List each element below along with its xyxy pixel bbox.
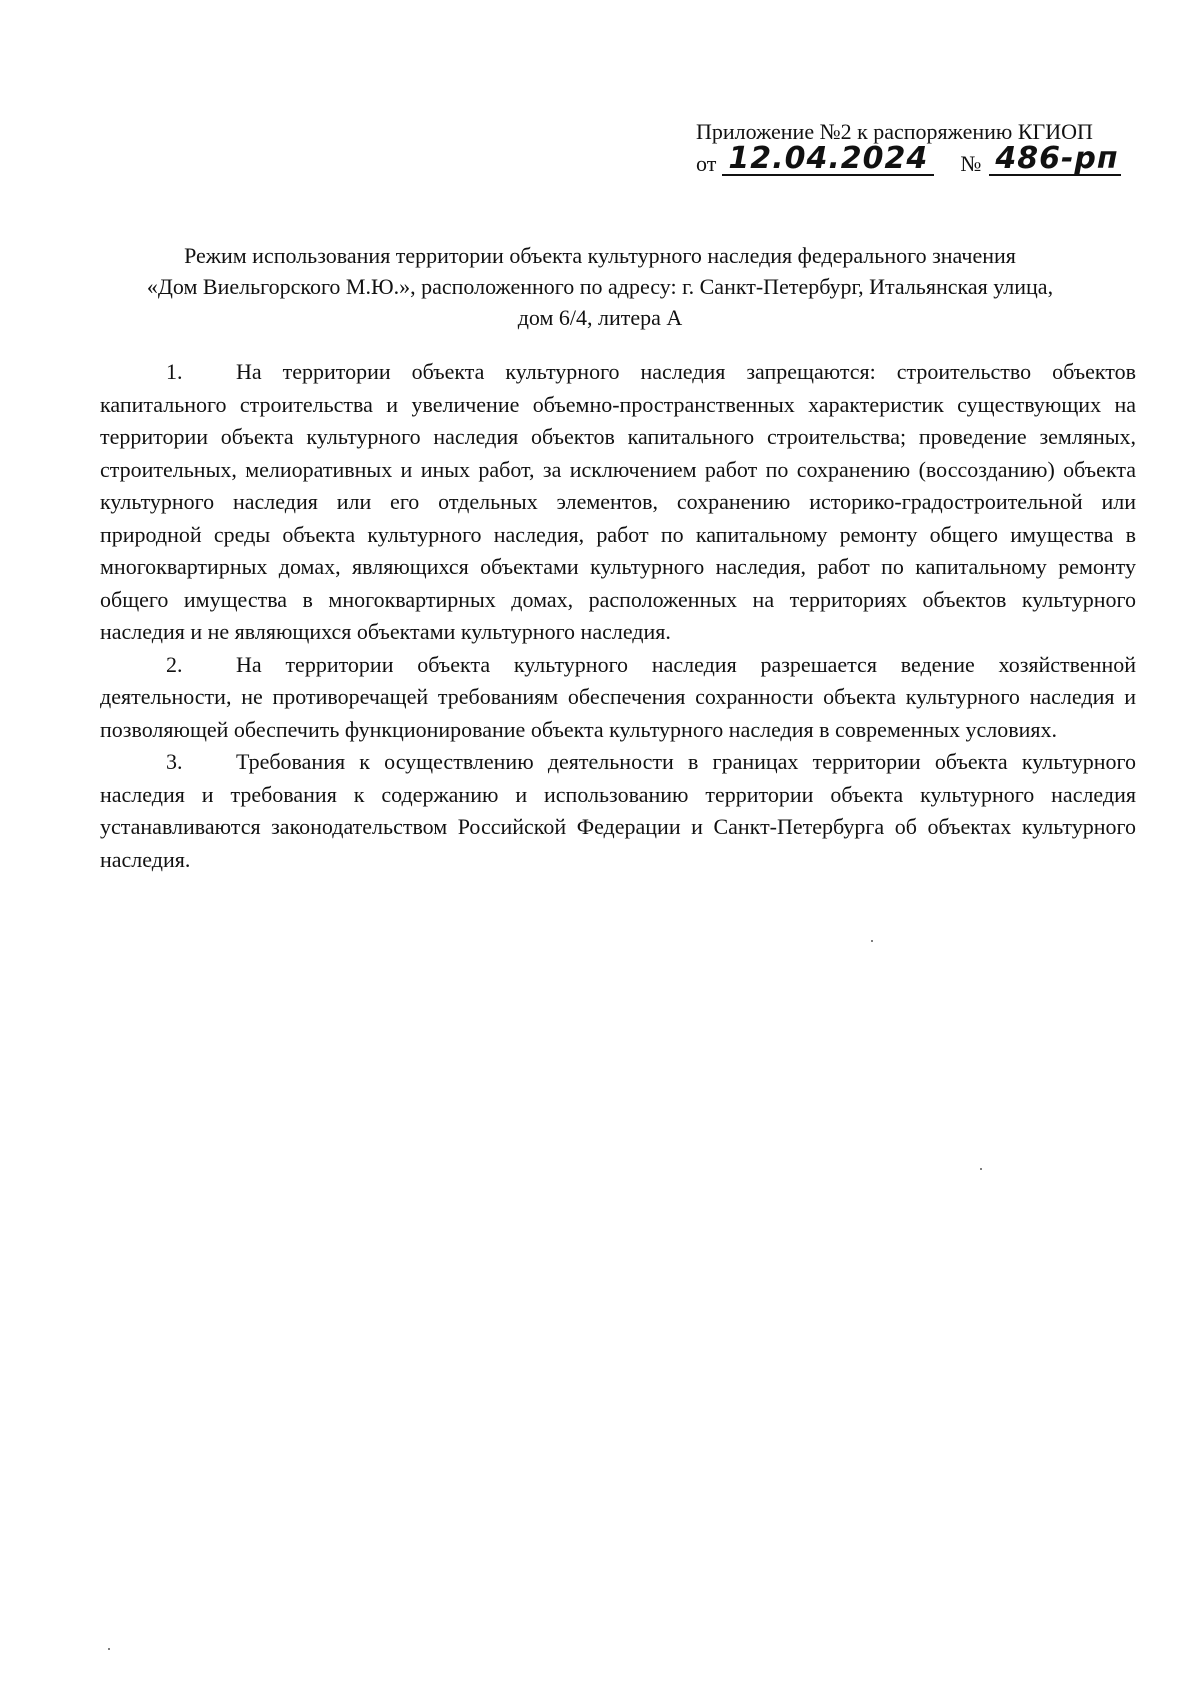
title-line-2: «Дом Виельгорского М.Ю.», расположенного по адресу: г. Санкт-Петербург, Итальянская улица,: [146, 274, 1054, 299]
title-line-3: дом 6/4, литера А: [517, 305, 683, 330]
paragraph-number: 3.: [166, 749, 183, 774]
scan-speck: [871, 940, 873, 942]
paragraph-text: Требования к осуществлению деятельности в границах территории объекта культурного наследия и требования к содержанию и использованию территории объекта культурного наследия устанавливаются законодательством Российской Федерации и Санкт-Петербурга об объектах культурного наследия.: [100, 749, 1136, 872]
paragraph-text: На территории объекта культурного наследия запрещаются: строительство объектов капитального строительства и увеличение объемно-пространственных характеристик существующих на территории объекта культурного наследия объектов капитального строительства; проведение земляных, строительных, мелиоративных и иных работ, за исключением работ по сохранению (воссозданию) объекта культурного наследия или его отдельных элементов, сохранению историко-градостроительной или природной среды объекта культурного наследия, работ по капитальному ремонту общего имущества в многоквартирных домах, являющихся объектами культурного наследия, работ по капитальному ремонту общего имущества в многоквартирных домах, расположенных на территориях объектов культурного наследия и не являющихся объектами культурного наследия.: [100, 359, 1136, 644]
paragraph-1: [100, 356, 1136, 649]
annex-header: [696, 118, 1136, 178]
document-title: [100, 240, 1100, 333]
paragraph-2: [100, 649, 1136, 747]
paragraph-number: 2.: [166, 651, 183, 677]
scan-speck: [980, 1168, 982, 1170]
annex-date-number-line: [696, 141, 1136, 178]
number-sign: №: [960, 151, 982, 176]
paragraph-text: На территории объекта культурного наследия разрешается ведение хозяйственной деятельности, не противоречащей требованиям обеспечения сохранности объекта культурного наследия и позволяющей обеспечить функционирование объекта культурного наследия в современных условиях.: [100, 651, 1136, 742]
title-line-1: Режим использования территории объекта культурного наследия федерального значения: [184, 243, 1016, 268]
paragraph-number: 1.: [166, 359, 183, 384]
document-body: [100, 356, 1136, 876]
scan-speck: [108, 1648, 110, 1650]
annex-title: Приложение №2 к распоряжению КГИОП: [696, 119, 1093, 144]
paragraph-3: [100, 746, 1136, 876]
handwritten-number: 486-рп: [989, 144, 1121, 176]
from-label: от: [696, 151, 717, 176]
handwritten-date: 12.04.2024: [722, 144, 934, 176]
